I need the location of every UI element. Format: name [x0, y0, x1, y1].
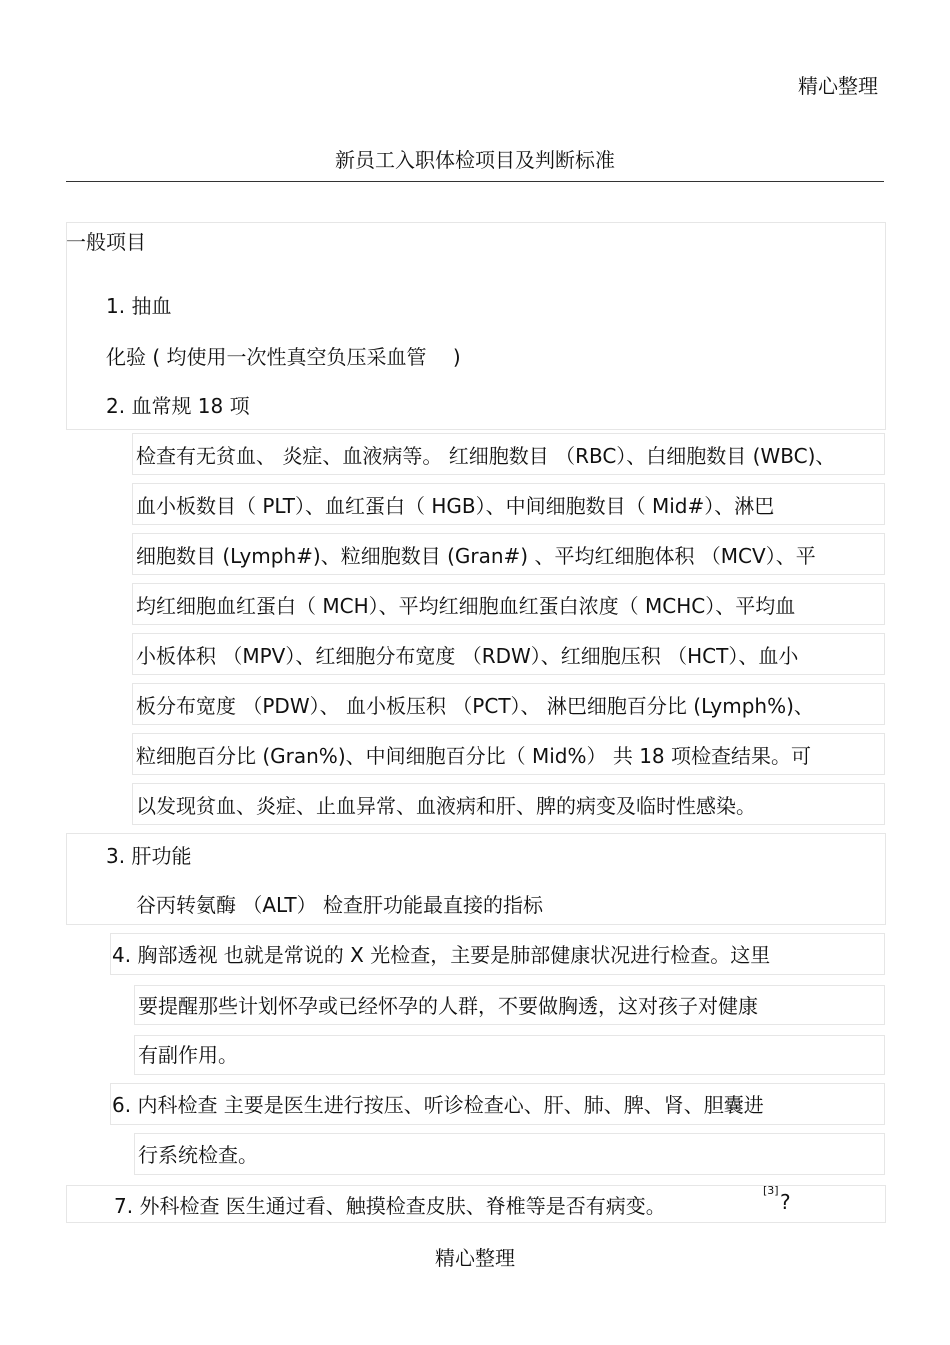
- footer-mark: 精心整理: [435, 1246, 515, 1270]
- item-2-heading: 2. 血常规 18 项: [106, 394, 250, 418]
- item-2-line: 血小板数目（ PLT）、血红蛋白（ HGB）、中间细胞数目（ Mid#）、淋巴: [136, 494, 775, 518]
- header-mark: 精心整理: [798, 74, 878, 98]
- item-1-note: 化验 ( 均使用一次性真空负压采血管 ): [106, 345, 461, 369]
- item-7-tail: ?: [780, 1190, 791, 1214]
- item-6-line: 行系统检查。: [138, 1143, 258, 1167]
- item-7-text: 7. 外科检查 医生通过看、触摸检查皮肤、脊椎等是否有病变。: [114, 1194, 666, 1218]
- item-2-line: 小板体积 （MPV）、红细胞分布宽度 （RDW）、红细胞压积 （HCT）、血小: [136, 644, 799, 668]
- row-box-chest-3: [134, 1035, 885, 1075]
- reference-mark: [3]: [763, 1184, 779, 1197]
- item-2-line: 以发现贫血、炎症、止血异常、血液病和肝、脾的病变及临时性感染。: [136, 794, 756, 818]
- section-heading: 一般项目: [66, 230, 146, 254]
- item-6-line: 6. 内科检查 主要是医生进行按压、听诊检查心、肝、肺、脾、肾、胆囊进: [112, 1093, 764, 1117]
- item-4-line: 有副作用。: [138, 1043, 238, 1067]
- item-3-body: 谷丙转氨酶 （ALT） 检查肝功能最直接的指标: [136, 893, 544, 917]
- item-4-line: 4. 胸部透视 也就是常说的 X 光检查，主要是肺部健康状况进行检查。这里: [112, 943, 771, 967]
- item-2-line: 均红细胞血红蛋白（ MCH）、平均红细胞血红蛋白浓度（ MCHC）、平均血: [136, 594, 796, 618]
- item-2-line: 检查有无贫血、 炎症、血液病等。 红细胞数目 （RBC）、白细胞数目 (WBC)、: [136, 444, 836, 468]
- item-2-line: 粒细胞百分比 (Gran%)、中间细胞百分比（ Mid%） 共 18 项检查结果。可: [136, 744, 812, 768]
- item-2-line: 细胞数目 (Lymph#)、粒细胞数目 (Gran#) 、平均红细胞体积 （MCV）、平: [136, 544, 816, 568]
- title-divider: [66, 181, 884, 182]
- item-1-heading: 1. 抽血: [106, 294, 172, 318]
- item-3-heading: 3. 肝功能: [106, 844, 192, 868]
- item-4-line: 要提醒那些计划怀孕或已经怀孕的人群，不要做胸透，这对孩子对健康: [138, 994, 758, 1018]
- document-title: 新员工入职体检项目及判断标准: [335, 148, 615, 172]
- item-2-line: 板分布宽度 （PDW）、 血小板压积 （PCT）、 淋巴细胞百分比 (Lymph%)、: [136, 694, 814, 718]
- item-7-line: [114, 1190, 666, 1219]
